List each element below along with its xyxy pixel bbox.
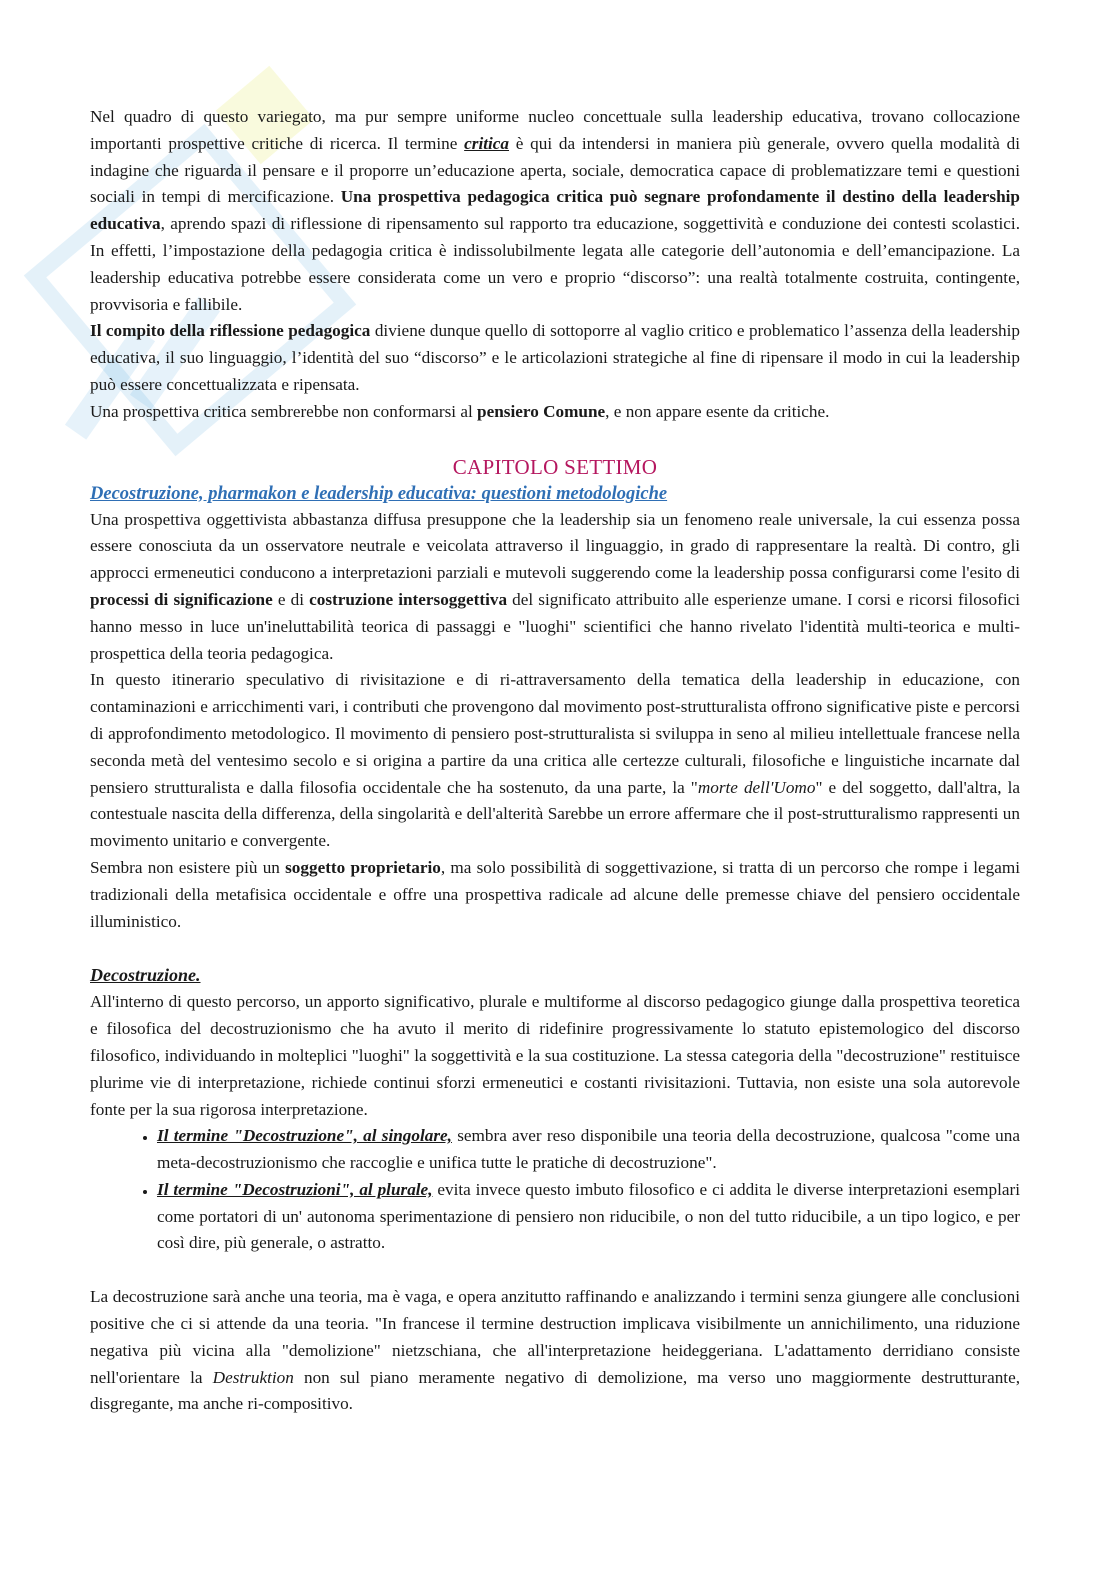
text-run: , e non appare esente da critiche. xyxy=(605,401,830,421)
chapter-subtitle: Decostruzione, pharmakon e leadership educativa: questioni metodologiche xyxy=(90,483,668,504)
text-run: La decostruzione sarà anche una teoria, ma è vaga, e opera anzitutto raffinando e analizzando i termini senza giungere alle conclusioni positive che ci si attende da una teoria. "In francese il termine destruction implicava visibilmente un annichilimento, una riduzione negativa più vicina alla "demolizione" nietzschiana, che all'interpretazione heideggeriana. L'adattamento derridiano consiste nell'orientare la xyxy=(90,1287,1020,1387)
italic-phrase: Destruktion xyxy=(212,1367,294,1387)
text-run: Sembra non esistere più un xyxy=(90,857,286,877)
text-run: non sul piano meramente negativo di demolizione, ma verso uno maggiormente destrutturante, disgregante, ma anche ri-compositivo. xyxy=(90,1367,1020,1414)
bold-phrase: pensiero Comune xyxy=(477,401,606,421)
spacer xyxy=(90,426,1020,453)
bold-phrase: soggetto proprietario xyxy=(285,857,441,877)
text-run: è qui da intendersi in maniera più generale, ovvero quella modalità di indagine che riguarda il pensare e il proporre un’educazione aperta, sociale, democratica capace di problematizzare temi e questioni sociali in tempi di mercificazione. xyxy=(90,133,1020,207)
spacer xyxy=(90,1257,1020,1284)
text-run: , aprendo spazi di riflessione di ripensamento sul rapporto tra educazione, soggettività e conduzione dei contesti scolastici. In effetti, l’impostazione della pedagogia critica è indissolubilmente legata alle categorie dell’autonomia e dell’emancipazione. La leadership educativa potrebbe essere considerata come un vero e proprio “discorso”: una realtà totalmente costruita, contingente, provvisoria e fallibile. xyxy=(90,214,1020,314)
italic-phrase: morte dell'Uomo xyxy=(697,777,816,797)
text-run: diviene dunque quello di sottoporre al vaglio critico e problematico l’assenza della leadership educativa, il suo linguaggio, l’identità del suo “discorso” e le articolazioni strategiche al fine di ripensare il modo in cui la leadership può essere concettualizzata e ripensata. xyxy=(90,321,1020,394)
text-run: Una prospettiva critica sembrerebbe non conformarsi al xyxy=(90,401,478,421)
text-run: e di xyxy=(272,589,310,609)
paragraph-soggetto xyxy=(90,855,1020,935)
bullet-lead: Il termine "Decostruzione", al singolare, xyxy=(157,1126,452,1146)
list-item xyxy=(157,1123,1020,1177)
text-run: In questo itinerario speculativo di rivisitazione e di ri-attraversamento della tematica della leadership in educazione, con contaminazioni e arricchimenti vari, i contributi che provengono dal movimento post-strutturalista offrono significative piste e percorsi di approfondimento metodologico. Il movimento di pensiero post-strutturalista si sviluppa in seno al milieu intellettuale francese nella seconda metà del ventesimo secolo e si origina a partire da una critica alle certezze culturali, filosofiche e linguistiche incarnate dal pensiero strutturalista e dalla filosofia occidentale che ha sostenuto, da una parte, la " xyxy=(90,670,1020,797)
text-run: , ma solo possibilità di soggettivazione, si tratta di un percorso che rompe i legami tradizionali della metafisica occidentale e offre una prospettiva radicale ad alcune delle premesse chiave del pensiero occidentale illuministico. xyxy=(90,857,1020,931)
section-title: Decostruzione. xyxy=(90,965,201,986)
bold-phrase: costruzione intersoggettiva xyxy=(309,589,508,609)
paragraph-prospettiva xyxy=(90,399,1020,426)
paragraph-teoria xyxy=(90,1284,1020,1418)
bullet-lead: Il termine "Decostruzioni", al plurale, xyxy=(157,1179,433,1199)
bold-phrase: processi di significazione xyxy=(90,589,273,609)
text-run: del significato attribuito alle esperienze umane. I corsi e ricorsi filosofici hanno messo in luce un'ineluttabilità teorica di passaggi e "luoghi" scientifici che hanno rivelato l'identità multi-teorica e multi-prospettica della teoria pedagogica. xyxy=(90,589,1020,663)
bullet-list xyxy=(90,1123,1020,1257)
text-run: Nel quadro di questo variegato, ma pur sempre uniforme nucleo concettuale sulla leadership educativa, trovano collocazione importanti prospettive critiche di ricerca. Il termine xyxy=(90,107,1020,153)
spacer xyxy=(90,935,1020,962)
text-run: Una prospettiva oggettivista abbastanza diffusa presuppone che la leadership sia un fenomeno reale universale, la cui essenza possa essere conosciuta da un osservatore neutrale e veicolata attraverso il linguaggio, in grado di rappresentare la realtà. Di contro, gli approcci ermeneutici conducono a interpretazioni parziali e mutevoli suggerendo come la leadership possa configurarsi come l'esito di xyxy=(90,509,1020,583)
list-item xyxy=(157,1177,1020,1257)
bold-phrase: Il compito della riflessione pedagogica xyxy=(90,321,371,341)
text-run: evita invece questo imbuto filosofico e ci addita le diverse interpretazioni esemplari come portatori di un' autonoma sperimentazione di pensiero non riducibile, o non del tutto riducibile, a un tipo logico, e per così dire, più generale, o astratto. xyxy=(157,1179,1020,1253)
bold-phrase: Una prospettiva pedagogica critica può segnare profondamente il destino della leadership educativa xyxy=(90,187,1020,234)
emphasis-critica: critica xyxy=(464,133,510,153)
text-run: sembra aver reso disponibile una teoria della decostruzione, qualcosa "come una meta-decostruzionismo che raccoglie e unifica tutte le pratiche di decostruzione". xyxy=(157,1126,1020,1173)
paragraph-decostruzione: All'interno di questo percorso, un apporto significativo, plurale e multiforme al discorso pedagogico giunge dalla prospettiva teoretica e filosofica del decostruzionismo che ha avuto il merito di ridefinire progressivamente lo statuto epistemologico del discorso filosofico, individuando in molteplici "luoghi" la soggettività e la sua costituzione. La stessa categoria della "decostruzione" restituisce plurime vie di interpretazione, richiede continui sforzi ermeneutici e costanti rivisitazioni. Tuttavia, non esiste una sola autorevole fonte per la sua rigorosa interpretazione. xyxy=(90,992,1020,1119)
document-body xyxy=(90,104,1020,1418)
paragraph-compito xyxy=(90,318,1020,398)
paragraph-intro xyxy=(90,104,1020,318)
text-run: " e del soggetto, dall'altra, la contestuale nascita della differenza, della singolarità e dell'alterità Sarebbe un errore affermare che il post-strutturalismo rappresenti un movimento unitario e convergente. xyxy=(90,777,1020,851)
paragraph-oggettivista xyxy=(90,507,1020,668)
chapter-title: CAPITOLO SETTIMO xyxy=(452,454,658,479)
paragraph-itinerario xyxy=(90,667,1020,855)
